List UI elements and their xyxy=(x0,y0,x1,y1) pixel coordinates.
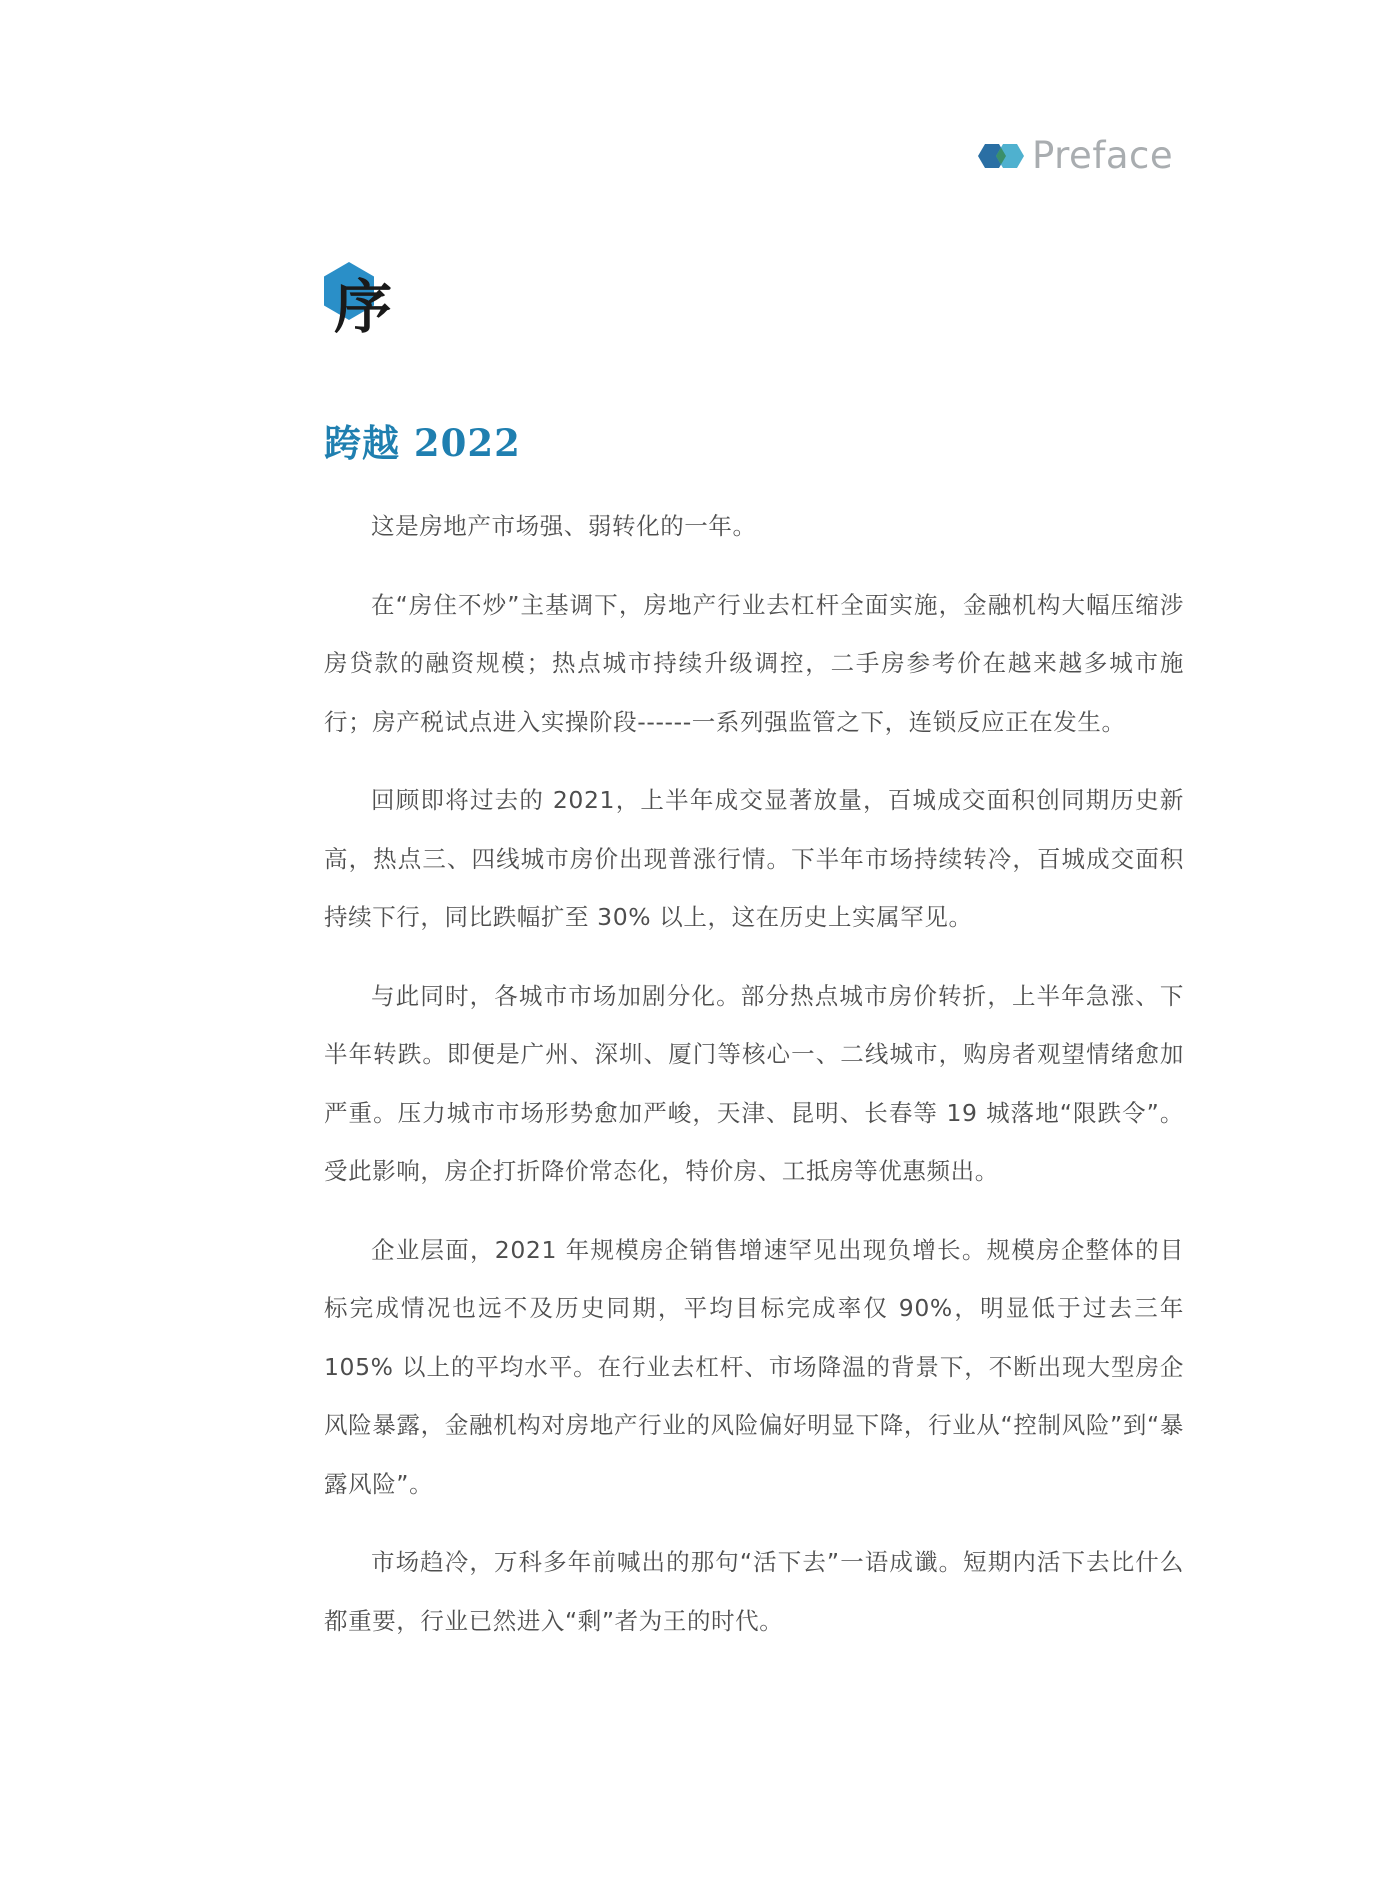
paragraph: 市场趋冷，万科多年前喊出的那句“活下去”一语成谶。短期内活下去比什么都重要，行业已然进入“剩”者为王的时代。 xyxy=(324,1548,1184,1635)
paragraph: 这是房地产市场强、弱转化的一年。 xyxy=(371,512,757,540)
article-title: 跨越 2022 xyxy=(324,421,521,465)
article-body xyxy=(324,497,1184,1670)
preface-label: Preface xyxy=(1032,134,1174,177)
paragraph: 在“房住不炒”主基调下，房地产行业去杠杆全面实施，金融机构大幅压缩涉房贷款的融资规模；热点城市持续升级调控，二手房参考价在越来越多城市施行；房产税试点进入实操阶段------一系列强监管之下，连锁反应正在发生。 xyxy=(324,590,1184,736)
paragraph: 回顾即将过去的 2021，上半年成交显著放量，百城成交面积创同期历史新高，热点三、四线城市房价出现普涨行情。下半年市场持续转冷，百城成交面积持续下行，同比跌幅扩至 30% 以上，这在历史上实属罕见。 xyxy=(324,786,1184,931)
paragraph: 与此同时，各城市市场加剧分化。部分热点城市房价转折，上半年急涨、下半年转跌。即便是广州、深圳、厦门等核心一、二线城市，购房者观望情绪愈加严重。压力城市市场形势愈加严峻，天津、昆明、长春等 19 城落地“限跌令”。受此影响，房企打折降价常态化，特价房、工抵房等优惠频出。 xyxy=(324,981,1184,1185)
section-mark xyxy=(324,262,404,352)
hexagon-logo-icon xyxy=(976,140,1026,172)
section-mark-char: 序 xyxy=(334,273,393,341)
header-badge xyxy=(976,136,1173,176)
paragraph: 企业层面，2021 年规模房企销售增速罕见出现负增长。规模房企整体的目标完成情况也远不及历史同期，平均目标完成率仅 90%，明显低于过去三年 105% 以上的平均水平。在行业去杠杆、市场降温的背景下，不断出现大型房企风险暴露，金融机构对房地产行业的风险偏好明显下降，行业从“控制风险”到“暴露风险”。 xyxy=(324,1235,1184,1498)
